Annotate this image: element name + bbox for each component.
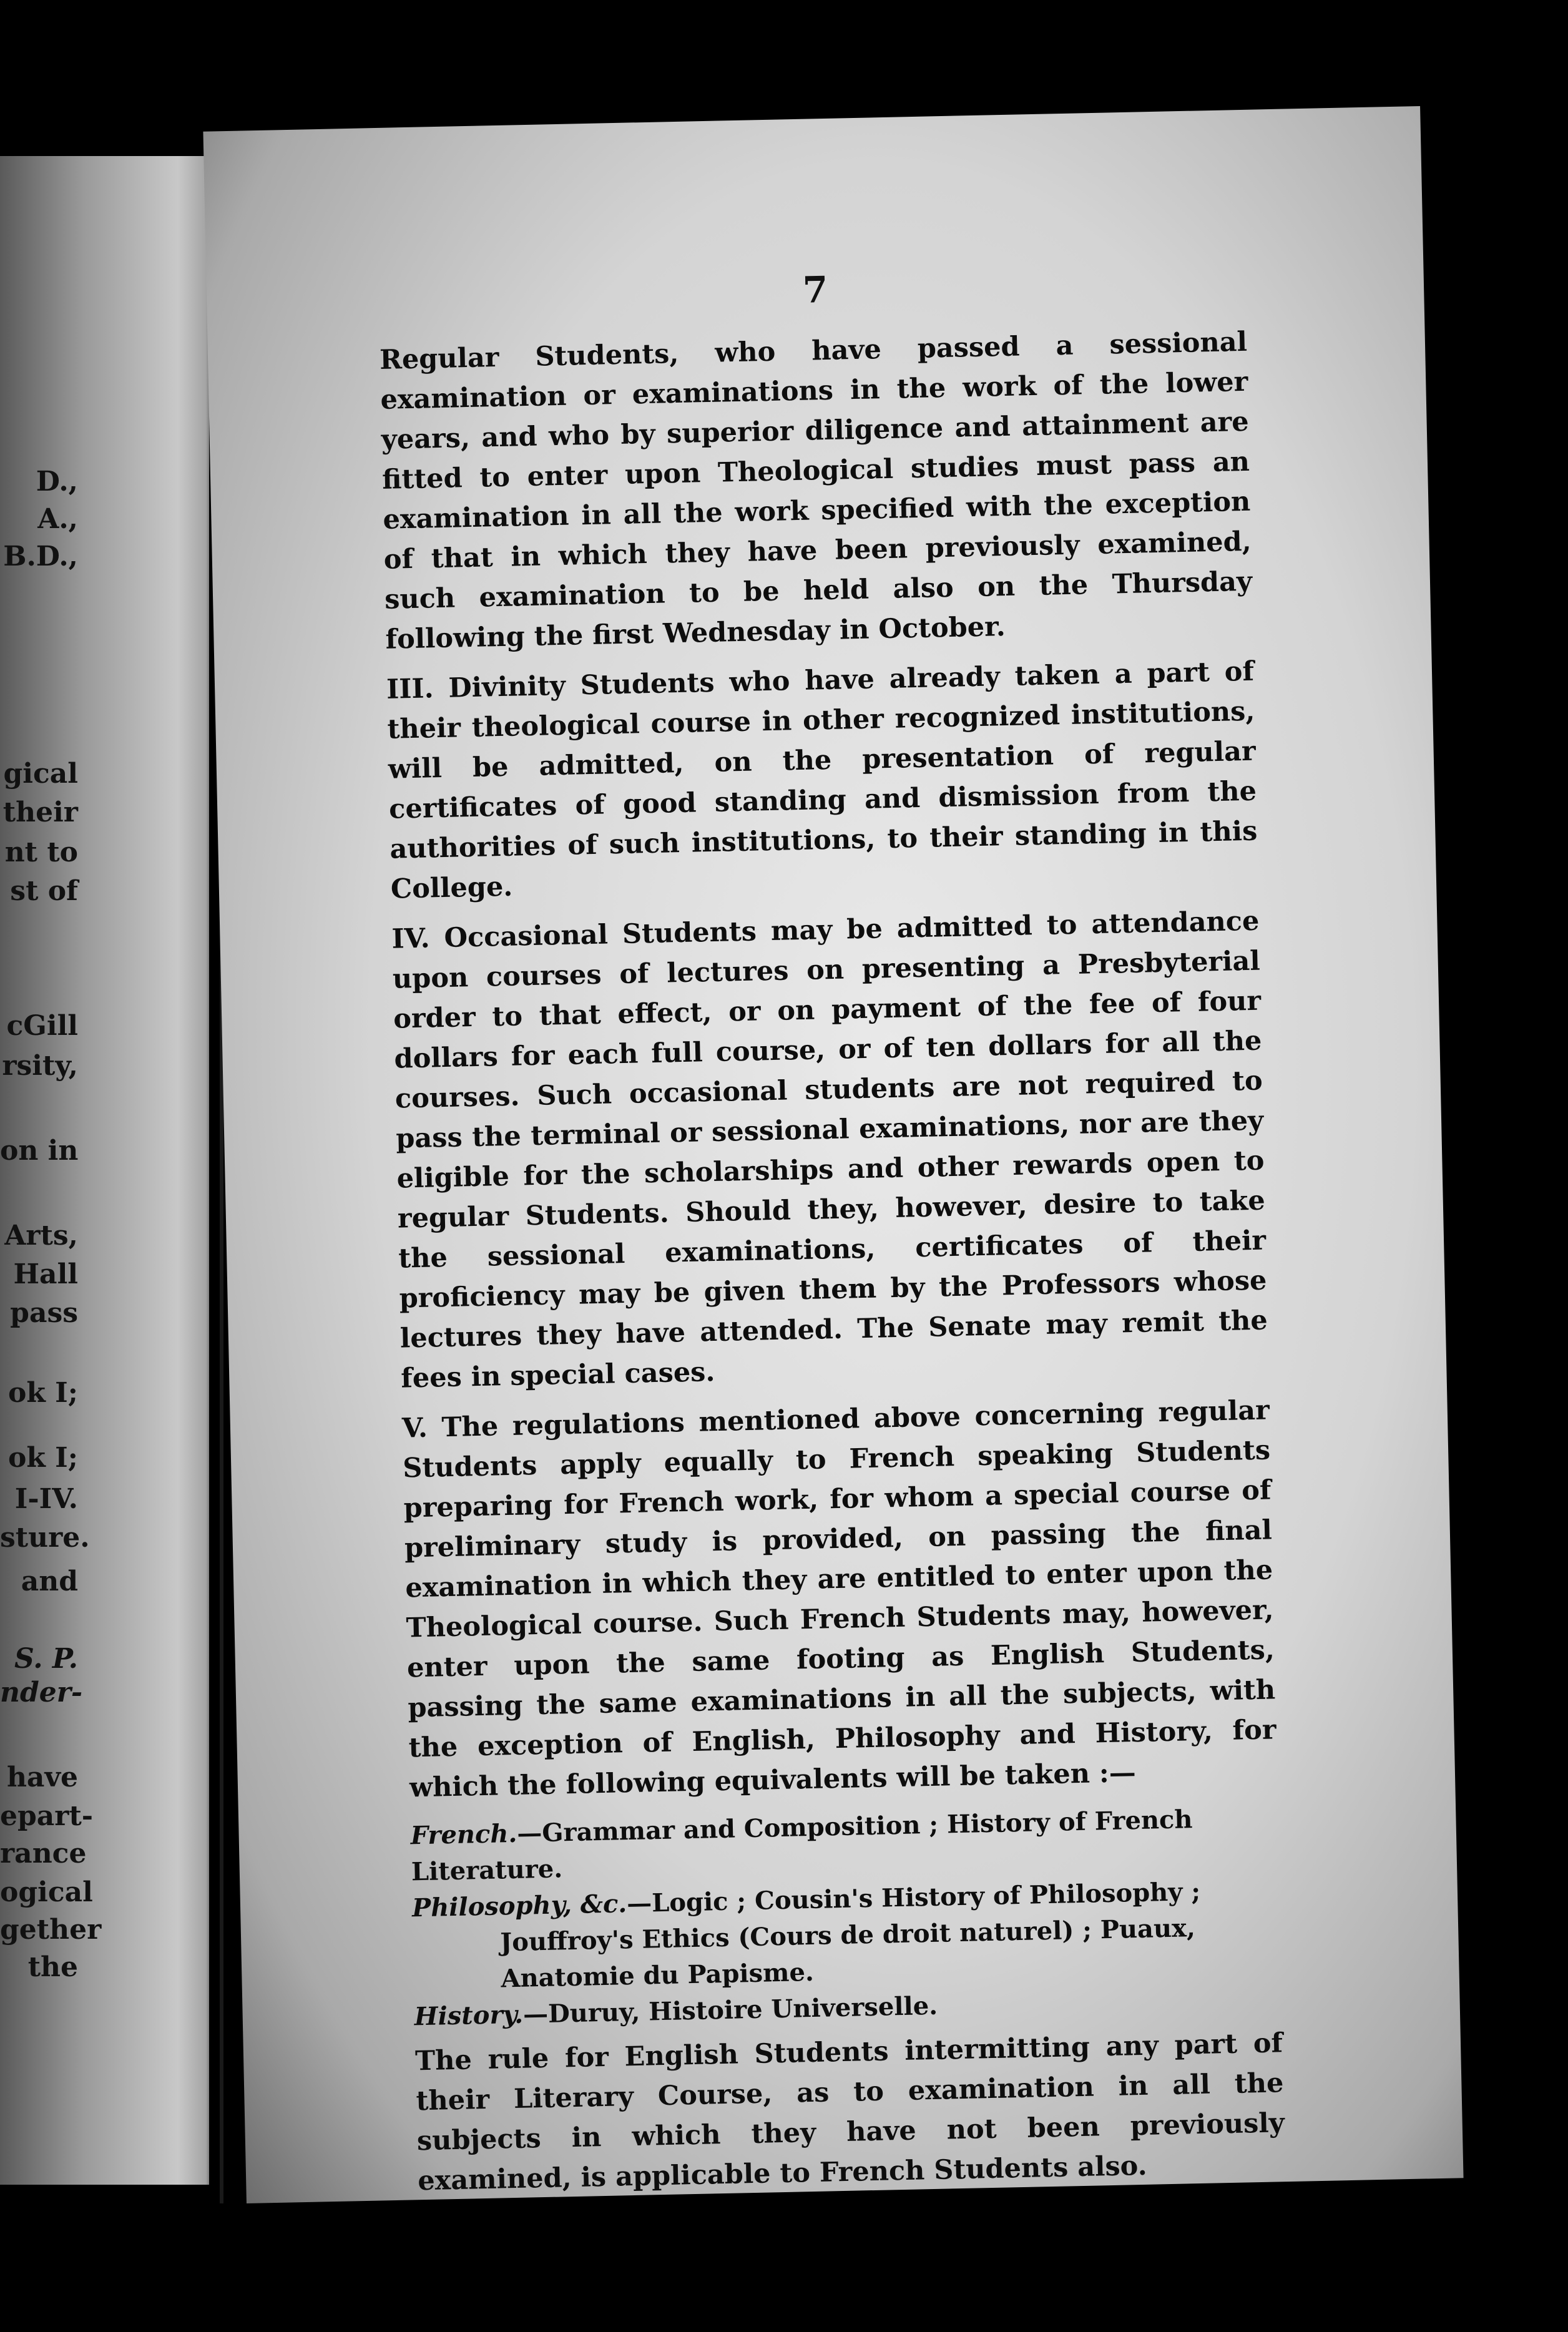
previous-page-fragment: have bbox=[6, 1761, 78, 1793]
previous-page-fragment: gical bbox=[3, 758, 78, 790]
previous-page-fragment: epart- bbox=[0, 1800, 94, 1832]
previous-page-fragment: ogical bbox=[0, 1876, 93, 1908]
previous-page-fragment: D., bbox=[36, 466, 78, 497]
previous-page-fragment: gether bbox=[0, 1914, 102, 1946]
equivalent-text: —Logic ; Cousin's History of Philosophy ; Jouffroy's Ethics (Cours de droit naturel) ; Puaux, Anatomie du Papisme. bbox=[499, 1876, 1201, 1994]
previous-page-fragment: cGill bbox=[6, 1010, 78, 1042]
equivalent-label: Philosophy, &c. bbox=[411, 1889, 627, 1923]
previous-page-fragment: I-IV. bbox=[14, 1483, 78, 1515]
previous-page-fragment: nt to bbox=[4, 836, 78, 868]
previous-page-fragment: st of bbox=[10, 875, 78, 907]
equivalent-text: —Grammar and Composition ; History of French Literature. bbox=[411, 1805, 1193, 1887]
previous-page-fragment: A., bbox=[37, 503, 78, 535]
previous-page-fragment: rsity, bbox=[2, 1050, 78, 1082]
paragraph-closing-rule: The rule for English Students intermitting any part of their Literary Course, as to examination in all the subjects in which they have not been previously examined, is applicable to French Students also. bbox=[414, 2027, 1285, 2197]
previous-page-fragment: pass bbox=[10, 1297, 78, 1329]
previous-page-edge bbox=[0, 156, 209, 2185]
equivalent-label: History. bbox=[414, 1999, 524, 2032]
previous-page-fragment: nder- bbox=[0, 1677, 83, 1708]
paragraph-regular-students: Regular Students, who have passed a sessional examination or examinations in the work of the lower years, and who by superior diligence and attainment are fitted to enter upon Theological studies must pass an examination in all the work specified with the exception of that in which they have been previously examined, such examination to be held also on the Thursday following the first Wednesday in October. bbox=[379, 326, 1253, 655]
document-page bbox=[203, 106, 1463, 2203]
previous-page-fragment: Hall bbox=[13, 1258, 78, 1290]
paragraph-divinity-students: III. Divinity Students who have already taken a part of their theological course in other recognized institutions, will be admitted, on the presentation of regular certificates of good standing and dismission from the authorities of such institutions, to their standing in this College. bbox=[386, 655, 1258, 905]
previous-page-fragment: sture. bbox=[0, 1522, 90, 1554]
page-number: 7 bbox=[802, 268, 828, 311]
previous-page-fragment: S. P. bbox=[14, 1643, 78, 1675]
previous-page-fragment: and bbox=[21, 1565, 78, 1597]
previous-page-fragment: Arts, bbox=[4, 1220, 78, 1252]
page-body bbox=[380, 322, 1286, 2211]
previous-page-fragment: B.D., bbox=[3, 541, 78, 572]
equivalents-list bbox=[410, 1800, 1282, 2035]
equivalent-philosophy bbox=[412, 1872, 1281, 1999]
previous-page-fragment: ok I; bbox=[8, 1377, 78, 1409]
previous-page-fragment: rance bbox=[0, 1838, 87, 1869]
paragraph-french-students: V. The regulations mentioned above concerning regular Students apply equally to French speaking Students preparing for French work, for whom a special course of preliminary study is provided, on passing the final examination in which they are entitled to enter upon the Theological course. Such French Students may, however, enter upon the same footing as English Students, passing the same examinations in all the subjects, with the exception of English, Philosophy and History, for which the following equivalents will be taken :— bbox=[401, 1394, 1276, 1804]
equivalent-text: —Duruy, Histoire Universelle. bbox=[522, 1991, 938, 2029]
equivalent-label: French. bbox=[410, 1818, 517, 1851]
previous-page-fragment: their bbox=[2, 796, 78, 828]
previous-page-fragment: on in bbox=[0, 1135, 79, 1167]
paragraph-occasional-students: IV. Occasional Students may be admitted to attendance upon courses of lectures on presenting a Presbyterial order to that effect, or on payment of the fee of four dollars for each full course, or of ten dollars for all the courses. Such occasional students are not required to pass the terminal or sessional examinations, nor are they eligible for the scholarships and other rewards open to regular Students. Should they, however, desire to take the sessional examinations, certificates of their proficiency may be given them by the Professors whose lectures they have attended. The Senate may remit the fees in special cases. bbox=[391, 905, 1268, 1394]
previous-page-fragment: the bbox=[27, 1951, 78, 1983]
previous-page-fragment: ok I; bbox=[8, 1442, 78, 1474]
